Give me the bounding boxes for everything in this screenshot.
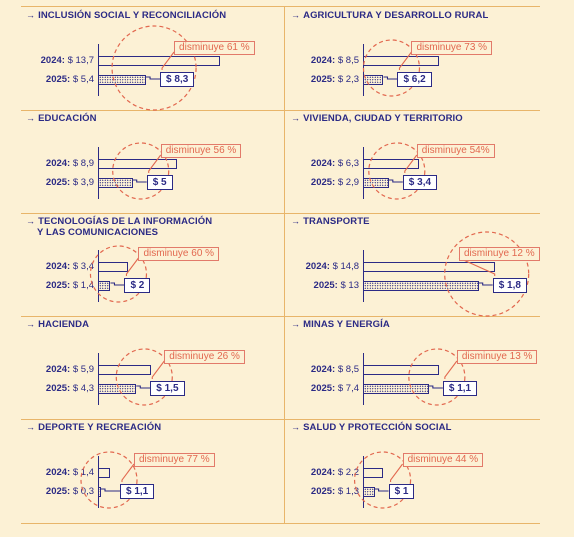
label-2025: 2025: $ 2,3 [310, 74, 359, 85]
panel-title [26, 113, 286, 124]
decrease-percent: disminuye 77 % [134, 453, 215, 467]
label-2024: 2024: $ 6,3 [310, 158, 359, 169]
label-2025: 2025: $ 2,9 [310, 177, 359, 188]
decrease-percent: disminuye 54% [417, 144, 495, 158]
label-2024: 2024: $ 2,2 [310, 467, 359, 478]
arrow-right-icon: → [26, 10, 36, 20]
difference-value: $ 1,1 [120, 484, 154, 499]
label-2025: 2025: $ 3,9 [45, 177, 94, 188]
label-2024: 2024: $ 8,9 [45, 158, 94, 169]
panel-title [291, 10, 551, 21]
divider-line [21, 6, 540, 7]
bar-2025 [98, 178, 133, 188]
bar-2024 [363, 468, 383, 478]
panel-title-text: MINAS Y ENERGÍA [303, 319, 390, 330]
panel-title [291, 422, 551, 433]
decrease-percent: disminuye 44 % [403, 453, 484, 467]
difference-value: $ 3,4 [403, 175, 437, 190]
diff-leader-line [375, 489, 389, 491]
bar-2024 [363, 365, 439, 375]
label-2024: 2024: $ 8,5 [310, 364, 359, 375]
label-2025: 2025: $ 1,3 [310, 486, 359, 497]
panel-title-text: DEPORTE Y RECREACIÓN [38, 422, 162, 433]
highlight-circle [445, 232, 529, 316]
arrow-right-icon: → [26, 216, 36, 226]
label-2025: 2025: $ 7,4 [310, 383, 359, 394]
panel-title [26, 319, 286, 330]
diff-leader-line [110, 283, 124, 285]
axis-baseline [98, 456, 99, 508]
axis-baseline [363, 147, 364, 199]
arrow-right-icon: → [291, 422, 301, 432]
bar-2024 [98, 468, 110, 478]
decrease-leader-line [152, 361, 164, 379]
panel-title-text: TRANSPORTE [303, 216, 370, 227]
panel-title-text: EDUCACIÓN [38, 113, 97, 124]
bar-2025 [98, 75, 146, 85]
arrow-right-icon: → [26, 113, 36, 123]
diff-leader-line [389, 180, 403, 182]
bar-2024 [363, 56, 439, 66]
difference-value: $ 2 [124, 278, 150, 293]
label-2025: 2025: $ 0,3 [45, 486, 94, 497]
difference-value: $ 6,2 [397, 72, 431, 87]
decrease-percent: disminuye 12 % [459, 247, 540, 261]
label-2024: 2024: $ 3,4 [45, 261, 94, 272]
panel-title [291, 113, 551, 124]
bar-2024 [98, 159, 177, 169]
decrease-percent: disminuye 13 % [457, 350, 538, 364]
arrow-right-icon: → [291, 216, 301, 226]
label-2025: 2025: $ 5,4 [45, 74, 94, 85]
corner-accent-icon [562, 0, 571, 6]
diff-leader-line [383, 77, 397, 79]
arrow-right-icon: → [26, 422, 36, 432]
diff-leader-line [479, 283, 493, 285]
label-2024: 2024: $ 8,5 [310, 55, 359, 66]
panel-title-text-line2: Y LAS COMUNICACIONES [37, 227, 159, 238]
panel-title-text: TECNOLOGÍAS DE LA INFORMACIÓN [38, 216, 213, 227]
diff-leader-line [429, 386, 443, 388]
diff-leader-line [136, 386, 150, 388]
bar-2024 [98, 262, 128, 272]
bar-2025 [363, 384, 429, 394]
chart-panel [24, 111, 294, 211]
bar-2025 [98, 384, 136, 394]
chart-panel [24, 317, 294, 417]
chart-panel [289, 420, 559, 520]
bar-2025 [98, 281, 110, 291]
label-2024: 2024: $ 1,4 [45, 467, 94, 478]
axis-baseline [98, 44, 99, 96]
panel-title-text: VIVIENDA, CIUDAD Y TERRITORIO [303, 113, 463, 124]
panel-title [26, 10, 286, 21]
label-2024: 2024: $ 14,8 [305, 261, 359, 272]
bar-2025 [363, 487, 375, 497]
axis-baseline [363, 250, 364, 302]
panel-title [291, 319, 551, 330]
bar-2025 [98, 487, 101, 497]
label-2024: 2024: $ 5,9 [45, 364, 94, 375]
axis-baseline [363, 353, 364, 405]
axis-baseline [363, 44, 364, 96]
panel-title [26, 216, 286, 238]
bar-2025 [363, 75, 383, 85]
difference-value: $ 8,3 [160, 72, 194, 87]
decrease-percent: disminuye 73 % [411, 41, 492, 55]
axis-baseline [363, 456, 364, 508]
decrease-leader-line [122, 464, 134, 482]
chart-panel [24, 214, 294, 314]
panel-title-text: AGRICULTURA Y DESARROLLO RURAL [303, 10, 489, 21]
axis-baseline [98, 147, 99, 199]
bar-2024 [98, 365, 151, 375]
bar-2024 [363, 159, 419, 169]
decrease-leader-line [126, 258, 138, 276]
arrow-right-icon: → [26, 319, 36, 329]
chart-panel [289, 8, 559, 108]
chart-panel [289, 111, 559, 211]
arrow-right-icon: → [291, 319, 301, 329]
bar-2024 [98, 56, 220, 66]
chart-panel [24, 8, 294, 108]
label-2025: 2025: $ 4,3 [45, 383, 94, 394]
highlight-circle [112, 26, 196, 110]
bar-2024 [363, 262, 495, 272]
chart-panel [24, 420, 294, 520]
diff-leader-line [133, 180, 147, 182]
label-2025: 2025: $ 13 [313, 280, 359, 291]
decrease-percent: disminuye 26 % [164, 350, 245, 364]
decrease-percent: disminuye 60 % [138, 247, 219, 261]
difference-value: $ 5 [147, 175, 173, 190]
chart-panel [289, 317, 559, 417]
arrow-right-icon: → [291, 10, 301, 20]
panel-title [291, 216, 551, 227]
difference-value: $ 1,5 [150, 381, 184, 396]
panel-title-text: HACIENDA [38, 319, 90, 330]
bar-2025 [363, 178, 389, 188]
panel-title-text: SALUD Y PROTECCIÓN SOCIAL [303, 422, 452, 433]
decrease-leader-line [445, 361, 457, 379]
highlight-circle [81, 452, 137, 508]
decrease-percent: disminuye 56 % [161, 144, 242, 158]
difference-value: $ 1,8 [493, 278, 527, 293]
difference-value: $ 1 [389, 484, 415, 499]
divider-line [21, 523, 540, 524]
difference-value: $ 1,1 [443, 381, 477, 396]
label-2024: 2024: $ 13,7 [40, 55, 94, 66]
arrow-right-icon: → [291, 113, 301, 123]
chart-panel [289, 214, 559, 314]
bar-2025 [363, 281, 479, 291]
decrease-leader-line [391, 464, 403, 482]
axis-baseline [98, 353, 99, 405]
diff-leader-line [146, 77, 160, 79]
panel-title [26, 422, 286, 433]
diff-leader-line [101, 489, 120, 491]
axis-baseline [98, 250, 99, 302]
decrease-percent: disminuye 61 % [174, 41, 255, 55]
panel-title-text: INCLUSIÓN SOCIAL Y RECONCILIACIÓN [38, 10, 227, 21]
label-2025: 2025: $ 1,4 [45, 280, 94, 291]
